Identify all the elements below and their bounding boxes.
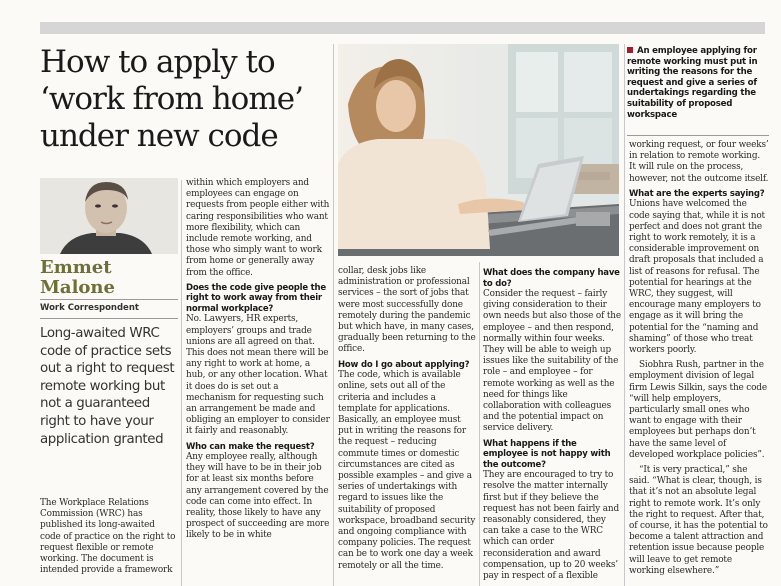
paragraph: The Workplace Relations Commission (WRC) has published its long-awaited code of practice on the right to request flexible or remote working. The document is intended provide a framework [40,498,176,576]
subheading: Does the code give people the right to work away from their normal workplace? [186,282,326,314]
paragraph: No. Lawyers, HR experts, employers’ groups and trade unions are all agreed on that. This does not mean there will be any right to work at home, a hub, or any other location. What it does do is set out a mechanism for requesting such an arrangement be made and obliging an employer to consider it fairly and reasonably. [186,314,330,437]
author-first-name: Emmet [40,257,112,278]
article-column-3 [338,266,477,586]
paragraph: working request, or four weeks’ in relation to remote working. It will rule on the process, however, not the outcome itself. [629,140,769,184]
divider [40,299,178,300]
subheading: Who can make the request? [186,441,315,452]
subheading: What are the experts saying? [629,188,765,199]
divider [627,135,769,136]
author-last-name: Malone [40,277,115,298]
column-divider [181,180,182,586]
subheading: What happens if the employee is not happy with the outcome? [483,438,611,470]
subheading: How do I go about applying? [338,359,470,370]
headline: How to apply to ‘work from home’ under new code [40,44,303,154]
article-column-2 [186,178,330,584]
article-photo [338,44,619,256]
author-name [40,258,180,298]
paragraph: Unions have welcomed the code saying that, while it is not perfect and does not grant the right to work remotely, it is a considerable improvement on draft proposals that included a list of reasons for refusal. The potential for hearings at the WRC, they suggest, will encourage many employers to engage as it will bring the potential for the “naming and shaming” of those who treat workers poorly. [629,199,765,355]
paragraph: collar, desk jobs like administration or professional services – the sort of jobs that were most successfully done remotely during the pandemic but which have, in many cases, gradually been returning to the office. [338,266,476,355]
column-divider [479,262,480,586]
square-bullet-icon [627,47,633,53]
column-divider [333,44,334,586]
article-column-1 [40,498,178,584]
pull-quote-text: An employee applying for remote working must put in writing the reasons for the request and give a series of undertakings regarding the suitability of proposed workspace [627,46,758,120]
article-column-5 [629,140,769,586]
author-photo [40,178,178,254]
paragraph: They are encouraged to try to resolve the matter internally first but if they believe the request has not been fairly and reasonably considered, they can take a case to the WRC which can order reconsideration and award compensation, up to 20 weeks’ pay in respect of a flexible [483,470,620,581]
author-role: Work Correspondent [40,303,139,313]
column-divider [624,44,625,586]
paragraph: Consider the request – fairly giving consideration to their own needs but also those of the employee – and then respond, normally within four weeks. They will be able to weigh up issues like the suitability of the role – and employee – for remote working as well as the need for things like collaboration with colleagues and the potential impact on service delivery. [483,289,621,434]
paragraph: “It is very practical,” she said. “What is clear, though, is that it’s not an absolute legal right to remote work. It’s only the right to request. After that, of course, it has the potential to become a talent attraction and retention issue because people will leave to get remote working elsewhere.” [629,464,768,576]
top-grey-bar [40,22,765,34]
standfirst: Long-awaited WRC code of practice sets out a right to request remote working but not a guaranteed right to have your application granted [40,326,175,447]
divider [40,318,178,319]
paragraph: Siobhra Rush, partner in the employment division of legal firm Lewis Silkin, says the code “will help employers, particularly small ones who want to engage with their employees but perhaps don’t have the same level of developed workplace policies”. [629,360,767,460]
subheading: What does the company have to do? [483,268,620,289]
article-column-4 [483,266,621,586]
paragraph: The code, which is available online, sets out all of the criteria and includes a template for applications. Basically, an employee must put in writing the reasons for the request – reducing commute times or domestic circumstances are cited as possible examples – and give a series of undertakings with regard to issues like the suitability of proposed workspace, broadband security and ongoing compliance with company policies. The request can be to work one day a week remotely or all the time. [338,370,476,571]
pull-quote [627,46,769,120]
paragraph: Any employee really, although they will have to be in their job for at least six months before any arrangement covered by the code can come into effect. In reality, those likely to have any prospect of succeeding are more likely to be in white [186,452,330,541]
paragraph: within which employers and employees can engage on requests from people either with caring responsibilities who want more flexibility, which can include remote working, and those who simply want to work from home or generally away from the office. [186,178,330,278]
